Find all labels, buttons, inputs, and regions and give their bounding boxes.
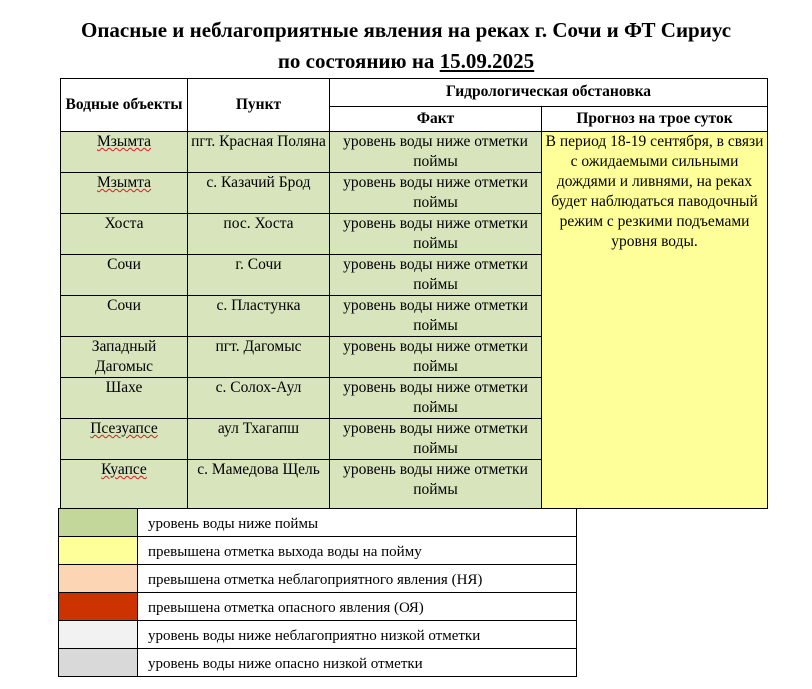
point-cell: пгт. Дагомыс	[188, 337, 330, 378]
legend-row	[59, 593, 577, 621]
point-cell: с. Мамедова Щель	[188, 460, 330, 509]
legend-label: уровень воды ниже неблагоприятно низкой отметки	[138, 621, 577, 649]
legend-row	[59, 509, 577, 537]
water-object-name: Мзымта	[97, 133, 151, 150]
legend-row	[59, 649, 577, 677]
legend-label: уровень воды ниже поймы	[138, 509, 577, 537]
water-object-cell: Шахе	[61, 378, 188, 419]
point-cell: с. Казачий Брод	[188, 173, 330, 214]
water-object-cell: Хоста	[61, 214, 188, 255]
point-cell: с. Солох-Аул	[188, 378, 330, 419]
legend-row	[59, 565, 577, 593]
point-cell: с. Пластунка	[188, 296, 330, 337]
legend-label: превышена отметка неблагоприятного явления (НЯ)	[138, 565, 577, 593]
water-object-cell	[61, 173, 188, 214]
water-object-cell: Сочи	[61, 255, 188, 296]
fact-cell: уровень воды ниже отметки поймы	[330, 132, 542, 173]
table-row	[61, 132, 768, 173]
legend-swatch	[59, 565, 138, 593]
legend-swatch	[59, 537, 138, 565]
fact-cell: уровень воды ниже отметки поймы	[330, 460, 542, 509]
header-water-objects: Водные объекты	[61, 79, 188, 132]
water-object-cell: Западный Дагомыс	[61, 337, 188, 378]
fact-cell: уровень воды ниже отметки поймы	[330, 378, 542, 419]
legend-swatch	[59, 621, 138, 649]
legend-swatch	[59, 509, 138, 537]
water-object-cell	[61, 460, 188, 509]
legend-table	[58, 508, 577, 677]
water-object-name: Мзымта	[97, 174, 151, 191]
point-cell: г. Сочи	[188, 255, 330, 296]
legend-row	[59, 537, 577, 565]
fact-cell: уровень воды ниже отметки поймы	[330, 214, 542, 255]
fact-cell: уровень воды ниже отметки поймы	[330, 296, 542, 337]
page-subtitle	[0, 47, 812, 75]
fact-cell: уровень воды ниже отметки поймы	[330, 255, 542, 296]
water-object-name: Куапсе	[101, 461, 147, 478]
hydro-table	[60, 78, 768, 509]
subtitle-prefix: по состоянию на	[277, 49, 440, 73]
legend-label: превышена отметка опасного явления (ОЯ)	[138, 593, 577, 621]
point-cell: пгт. Красная Поляна	[188, 132, 330, 173]
water-object-cell	[61, 419, 188, 460]
legend-swatch	[59, 649, 138, 677]
water-object-cell	[61, 132, 188, 173]
header-forecast: Прогноз на трое суток	[542, 106, 768, 131]
legend-label: превышена отметка выхода воды на пойму	[138, 537, 577, 565]
fact-cell: уровень воды ниже отметки поймы	[330, 173, 542, 214]
water-object-name: Псезуапсе	[90, 420, 158, 437]
legend-label: уровень воды ниже опасно низкой отметки	[138, 649, 577, 677]
point-cell: аул Тхагапш	[188, 419, 330, 460]
fact-cell: уровень воды ниже отметки поймы	[330, 337, 542, 378]
point-cell: пос. Хоста	[188, 214, 330, 255]
report-date: 15.09.2025	[439, 49, 535, 73]
fact-cell: уровень воды ниже отметки поймы	[330, 419, 542, 460]
header-fact: Факт	[330, 106, 542, 131]
legend-row	[59, 621, 577, 649]
page-title: Опасные и неблагоприятные явления на реках г. Сочи и ФТ Сириус	[80, 18, 732, 42]
legend-swatch	[59, 593, 138, 621]
water-object-cell: Сочи	[61, 296, 188, 337]
header-point: Пункт	[188, 79, 330, 132]
header-hydro-situation: Гидрологическая обстановка	[330, 79, 768, 107]
forecast-cell: В период 18-19 сентября, в связи с ожидаемыми сильными дождями и ливнями, на реках будет наблюдаться паводочный режим с резкими подъемами уровня воды.	[542, 132, 768, 509]
